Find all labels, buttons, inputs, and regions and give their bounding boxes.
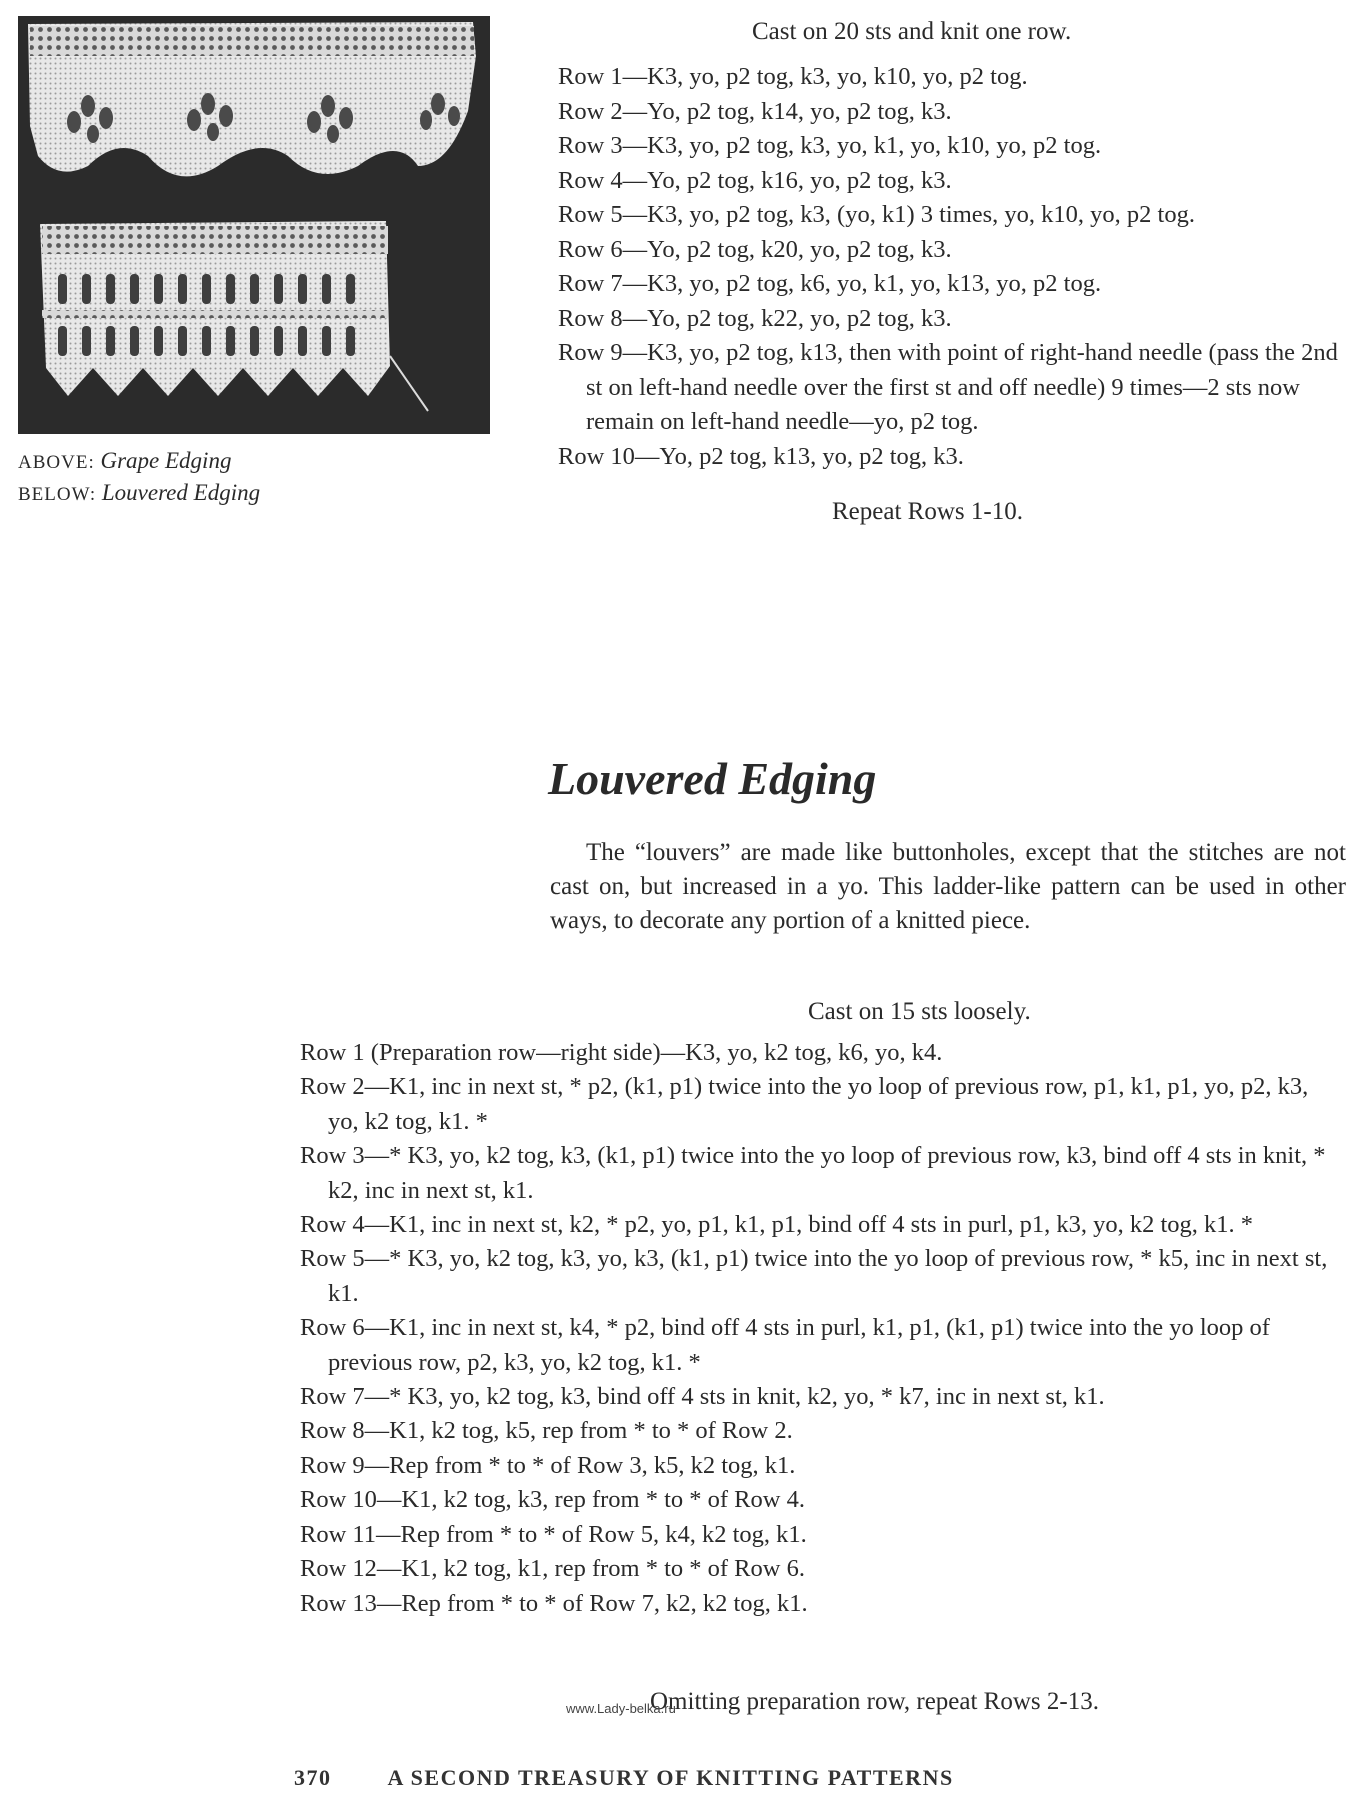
louvered-row: Row 4—K1, inc in next st, k2, * p2, yo, p1, k1, p1, bind off 4 sts in purl, p1, k3, yo, k2 tog, k1. * (300, 1211, 1253, 1239)
grape-row: Row 4—Yo, p2 tog, k16, yo, p2 tog, k3. (558, 166, 952, 194)
grape-row: Row 9—K3, yo, p2 tog, k13, then with point of right-hand needle (pass the 2nd st on left-hand needle over the first st and off needle) 9 times—2 sts now remain on left-hand needle—yo, p2 tog. (558, 339, 1338, 435)
knitted-lace-swatch-photo (18, 16, 490, 434)
grape-row: Row 3—K3, yo, p2 tog, k3, yo, k1, yo, k10, yo, p2 tog. (558, 132, 1102, 159)
grape-row: Row 5—K3, yo, p2 tog, k3, (yo, k1) 3 times, yo, k10, yo, p2 tog. (558, 201, 1195, 228)
caption-above-label: ABOVE: (18, 452, 95, 473)
louvered-cast-on: Cast on 15 sts loosely. (808, 998, 1031, 1025)
grape-row: Row 10—Yo, p2 tog, k13, yo, p2 tog, k3. (558, 442, 964, 470)
lace-swatch-drawing (18, 16, 490, 434)
louvered-row: Row 8—K1, k2 tog, k5, rep from * to * of Row 2. (300, 1417, 793, 1445)
louvered-repeat: Omitting preparation row, repeat Rows 2-13. (650, 1688, 1099, 1715)
photo-caption (18, 446, 260, 510)
louvered-row: Row 2—K1, inc in next st, * p2, (k1, p1) twice into the yo loop of previous row, p1, k1, p1, yo, p2, k3, yo, k2 tog, k1. * (300, 1073, 1309, 1135)
caption-above-name: Grape Edging (100, 448, 232, 473)
louvered-row: Row 7—* K3, yo, k2 tog, k3, bind off 4 sts in knit, k2, yo, * k7, inc in next st, k1. (300, 1383, 1105, 1411)
grape-row: Row 2—Yo, p2 tog, k14, yo, p2 tog, k3. (558, 97, 952, 125)
louvered-row: Row 6—K1, inc in next st, k4, * p2, bind off 4 sts in purl, k1, p1, (k1, p1) twice into the yo loop of previous row, p2, k3, yo, k2 tog, k1. * (300, 1314, 1270, 1376)
book-title: A SECOND TREASURY OF KNITTING PATTERNS (387, 1765, 954, 1790)
louvered-row: Row 5—* K3, yo, k2 tog, k3, yo, k3, (k1, p1) twice into the yo loop of previous row, * k5, inc in next st, k1. (300, 1245, 1328, 1307)
grape-repeat: Repeat Rows 1-10. (832, 498, 1023, 525)
louvered-row: Row 3—* K3, yo, k2 tog, k3, (k1, p1) twice into the yo loop of previous row, k3, bind off 4 sts in knit, * k2, inc in next st, k1. (300, 1142, 1326, 1204)
caption-below-label: BELOW: (18, 484, 97, 505)
grape-row: Row 6—Yo, p2 tog, k20, yo, p2 tog, k3. (558, 235, 952, 263)
louvered-row: Row 13—Rep from * to * of Row 7, k2, k2 tog, k1. (300, 1589, 808, 1617)
louvered-row: Row 12—K1, k2 tog, k1, rep from * to * of Row 6. (300, 1555, 805, 1583)
page-number: 370 (294, 1765, 332, 1790)
grape-cast-on: Cast on 20 sts and knit one row. (752, 18, 1072, 45)
section-title: Louvered Edging (548, 753, 877, 804)
page-footer (294, 1765, 954, 1791)
louvered-intro: The “louvers” are made like buttonholes, except that the stitches are not cast on, but increased in a yo. This ladder-like pattern can be used in other ways, to decorate any portion of a knitted piece. (550, 839, 1346, 934)
louvered-rows (300, 1036, 1342, 1621)
grape-row: Row 1—K3, yo, p2 tog, k3, yo, k10, yo, p2 tog. (558, 63, 1028, 90)
grape-row: Row 7—K3, yo, p2 tog, k6, yo, k1, yo, k13, yo, p2 tog. (558, 270, 1102, 297)
louvered-row: Row 1 (Preparation row—right side)—K3, yo, k2 tog, k6, yo, k4. (300, 1039, 943, 1066)
louvered-row: Row 10—K1, k2 tog, k3, rep from * to * of Row 4. (300, 1486, 805, 1514)
louvered-row: Row 11—Rep from * to * of Row 5, k4, k2 tog, k1. (300, 1520, 807, 1548)
caption-below-name: Louvered Edging (101, 480, 261, 505)
grape-rows (558, 60, 1358, 474)
grape-row: Row 8—Yo, p2 tog, k22, yo, p2 tog, k3. (558, 304, 952, 332)
watermark: www.Lady-belka.ru (566, 1701, 676, 1716)
louvered-row: Row 9—Rep from * to * of Row 3, k5, k2 tog, k1. (300, 1451, 796, 1479)
